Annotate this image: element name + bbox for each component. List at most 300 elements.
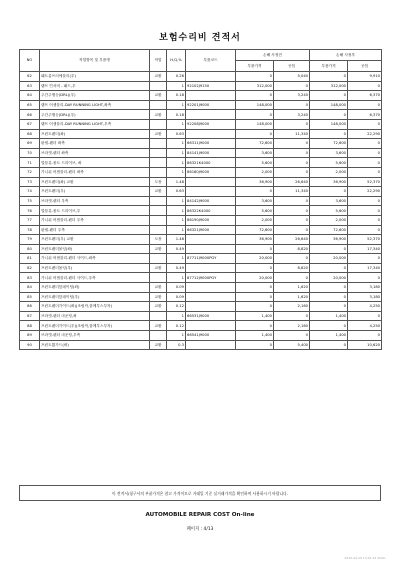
cell-no: 66 [20,110,40,120]
cell-part-before: 5,600 [236,158,274,168]
col-hq-header: H,Q,% [167,50,186,72]
cell-work: 교환 [150,91,167,101]
cell-code [186,321,236,331]
table-row [20,283,382,293]
cell-work: 교환 [150,321,167,331]
cell-item: 가니쉬 어셈블리-펜더 사이드,우측 [40,273,150,283]
cell-no: 73 [20,177,40,187]
cell-part-after: 0 [310,340,348,350]
cell-no: 65 [20,100,40,110]
cell-no: 64 [20,91,40,101]
table-row [20,158,382,168]
cell-hq: 1 [167,225,186,235]
cell-labor-after: 0 [348,196,382,206]
cell-work [150,215,167,225]
cell-labor-before: 0 [274,331,310,341]
cell-labor-before: 3,240 [274,110,310,120]
cell-part-before: 2,000 [236,215,274,225]
table-row [20,235,382,245]
cell-no: 68 [20,129,40,139]
cell-code [186,263,236,273]
cell-labor-after: 0 [348,81,382,91]
cell-work: 교환 [150,72,167,82]
cell-hq: 0.18 [167,91,186,101]
cell-no: 74 [20,187,40,197]
cell-hq: 0.12 [167,321,186,331]
cell-hq: 1 [167,148,186,158]
cell-labor-before: 2,160 [274,302,310,312]
cell-hq: 0.09 [167,292,186,302]
cell-labor-before: 8,820 [274,263,310,273]
cell-labor-after: 6,370 [348,91,382,101]
cell-code: 66531J9000 [186,311,236,321]
cell-no: 79 [20,235,40,245]
cell-part-after: 36,900 [310,177,348,187]
cell-no: 89 [20,331,40,341]
cell-work: 교환 [150,283,167,293]
table-row [20,206,382,216]
cell-labor-after: 0 [348,273,382,283]
table-header-row-1 [20,50,382,61]
cell-no: 78 [20,225,40,235]
cell-no: 83 [20,273,40,283]
table-row [20,72,382,82]
cell-code [186,72,236,82]
cell-part-after: 148,000 [310,119,348,129]
col-code-header: 부품코드 [186,50,236,72]
cell-hq: 1.48 [167,177,186,187]
cell-part-after: 72,600 [310,225,348,235]
cell-work [150,148,167,158]
cell-part-before: 72,600 [236,225,274,235]
cell-work: 교환 [150,302,167,312]
cell-work: 도장 [150,177,167,187]
table-row [20,225,382,235]
cell-hq: 0.3 [167,340,186,350]
cell-no: 85 [20,292,40,302]
cell-labor-before: 8,820 [274,244,310,254]
cell-labor-after: 22,290 [348,187,382,197]
cell-work [150,158,167,168]
cell-work [150,100,167,110]
cell-code: 84141J9000 [186,148,236,158]
cell-hq: 1 [167,167,186,177]
table-row [20,340,382,350]
cell-work: 교환 [150,292,167,302]
table-row [20,263,382,273]
cell-labor-after: 0 [348,206,382,216]
cell-part-before: 2,000 [236,167,274,177]
cell-item: 판넬-펜더 좌측 [40,139,150,149]
cell-labor-after: 0 [348,225,382,235]
cell-item: 가니쉬 어셈블리-펜더 사이드,좌측 [40,254,150,264]
cell-hq: 1 [167,311,186,321]
cell-labor-before: 0 [274,148,310,158]
cell-part-after: 5,600 [310,158,348,168]
cell-code [186,244,236,254]
page-indicator: 페이지 : 4/13 [186,527,214,532]
cell-part-before: 5,600 [236,206,274,216]
cell-code: 86321K4000 [186,158,236,168]
cell-code: 92102J9150 [186,81,236,91]
table-row [20,91,382,101]
cell-labor-before: 0 [274,81,310,91]
before-part-price-header: 부품가격 [236,61,274,72]
cell-no: 76 [20,206,40,216]
cell-labor-after: 0 [348,119,382,129]
cell-hq: 1 [167,273,186,283]
cell-code: 86180J9000 [186,167,236,177]
cell-no: 71 [20,158,40,168]
table-row [20,331,382,341]
cell-part-after: 20,000 [310,273,348,283]
cell-item: 프런트펜더앞데이팅(좌) [40,283,150,293]
col-item-header: 작업항목 및 부품명 [40,50,150,72]
cell-part-before: 0 [236,110,274,120]
cell-part-after: 5,600 [310,206,348,216]
table-row [20,100,382,110]
cell-item: 램프 어셈블리-DAY RUNNING LIGHT,좌측 [40,100,150,110]
cell-part-before: 0 [236,283,274,293]
table-row [20,177,382,187]
cell-work [150,196,167,206]
cell-hq: 1 [167,139,186,149]
cell-code [186,292,236,302]
cell-labor-after: 0 [348,215,382,225]
col-no-header: NO [20,50,40,72]
cell-part-before: 0 [236,302,274,312]
cell-part-before: 148,000 [236,119,274,129]
cell-item: 멀블류-볼트 드리이브,우 [40,206,150,216]
cell-part-after: 0 [310,129,348,139]
cell-code [186,235,236,245]
cell-work: 교환 [150,187,167,197]
cell-part-before: 20,000 [236,273,274,283]
cell-no: 84 [20,283,40,293]
cell-labor-after: 0 [348,167,382,177]
cell-part-before: 20,000 [236,254,274,264]
cell-work [150,119,167,129]
cell-part-after: 72,600 [310,139,348,149]
cell-work: 도장 [150,235,167,245]
cell-part-before: 0 [236,91,274,101]
cell-part-after: 0 [310,110,348,120]
cell-part-after: 0 [310,72,348,82]
cell-part-after: 0 [310,187,348,197]
cell-part-after: 3,600 [310,196,348,206]
cell-labor-before: 0 [274,254,310,264]
cell-no: 88 [20,321,40,331]
cell-labor-before: 0 [274,273,310,283]
cell-code [186,340,236,350]
cell-part-after: 0 [310,283,348,293]
cell-hq: 1 [167,119,186,129]
cell-labor-after: 0 [348,311,382,321]
cell-labor-before: 0 [274,139,310,149]
cell-item: 가니쉬 어셈블리-펜더 우측 [40,215,150,225]
cell-code: 66311J9000 [186,139,236,149]
cell-hq: 0.12 [167,302,186,312]
cell-work [150,273,167,283]
cell-item: 램프 어셈블리-DAY RUNNING LIGHT,우측 [40,119,150,129]
cell-labor-after: 4,250 [348,302,382,312]
cell-part-before: 148,000 [236,100,274,110]
estimate-table [19,49,382,350]
cell-hq: 0.09 [167,283,186,293]
cell-work: 교환 [150,340,167,350]
cell-part-before: 3,600 [236,196,274,206]
cell-part-before: 0 [236,129,274,139]
cell-part-before: 0 [236,292,274,302]
cell-code [186,177,236,187]
cell-labor-after: 0 [348,139,382,149]
cell-labor-before: 0 [274,206,310,216]
cell-part-after: 1,400 [310,311,348,321]
cell-labor-before: 0 [274,311,310,321]
cell-code: 92201J9000 [186,100,236,110]
before-assessment-header: 손해 사정전 [236,50,310,61]
cell-labor-after: 0 [348,100,382,110]
cell-item: 램프 인서비 - 패드,우 [40,81,150,91]
cell-code: 84142J9000 [186,196,236,206]
cell-part-before: 0 [236,187,274,197]
cell-item: 프런트펜더(좌) [40,129,150,139]
table-row [20,139,382,149]
table-row [20,302,382,312]
cell-part-after: 36,900 [310,235,348,245]
cell-hq: 1 [167,196,186,206]
cell-part-after: 0 [310,263,348,273]
cell-work [150,225,167,235]
cell-item: 브라켓-펜더 좌측 [40,148,150,158]
cell-hq: 1 [167,254,186,264]
cell-work [150,254,167,264]
cell-hq: 1 [167,206,186,216]
cell-item: 프런트펜더가이드(좌)(조립작,함께부스부착) [40,302,150,312]
cell-item: 프런트펜더몰딩(우) [40,263,150,273]
cell-hq: 0.63 [167,187,186,197]
cell-labor-before: 11,340 [274,129,310,139]
cell-part-after: 1,400 [310,331,348,341]
cell-labor-before: 0 [274,100,310,110]
cell-item: 프런트펜더앞데이팅(우) [40,292,150,302]
table-row [20,110,382,120]
cell-work [150,311,167,321]
cell-code: 66321J9000 [186,225,236,235]
cell-item: 프런트펜더(좌) 교환 [40,177,150,187]
table-row [20,167,382,177]
cell-code: 86322K4000 [186,206,236,216]
cell-part-before: 0 [236,321,274,331]
cell-labor-before: 0 [274,158,310,168]
cell-hq: 1 [167,81,186,91]
cell-labor-before: 5,400 [274,340,310,350]
table-row [20,81,382,91]
cell-no: 81 [20,254,40,264]
cell-work: 교환 [150,110,167,120]
cell-work [150,139,167,149]
cell-item: 브라켓-펜더 우측 [40,196,150,206]
cell-labor-before: 1,620 [274,292,310,302]
cell-hq: 0.26 [167,72,186,82]
cell-part-before: 0 [236,340,274,350]
cell-labor-after: 17,340 [348,263,382,273]
cell-code: 66541J9000 [186,331,236,341]
col-work-header: 작업 [150,50,167,72]
cell-part-after: 0 [310,321,348,331]
cell-work: 교환 [150,263,167,273]
table-row [20,119,382,129]
cell-labor-after: 10,620 [348,340,382,350]
cell-no: 72 [20,167,40,177]
cell-no: 80 [20,244,40,254]
cell-hq: 0.63 [167,129,186,139]
cell-labor-after: 0 [348,148,382,158]
cell-no: 69 [20,139,40,149]
cell-item: 브라켓-펜더 마운팅,우측 [40,331,150,341]
cell-no: 67 [20,119,40,129]
cell-item: 프런트펜더(우) 교환 [40,235,150,245]
cell-labor-after: 4,250 [348,321,382,331]
cell-part-after: 2,000 [310,167,348,177]
price-notice: 이 견적서/청구서의 부품가격은 참고 가격이므로 거래일 기준 실거래가격을 확인하여 사용하시기 바랍니다. [19,485,381,501]
cell-hq: 1 [167,215,186,225]
cell-part-before: 312,000 [236,81,274,91]
cell-part-after: 20,000 [310,254,348,264]
cell-no: 86 [20,302,40,312]
table-row [20,244,382,254]
cell-code: 92208J9000 [186,119,236,129]
cell-code: 86190J9000 [186,215,236,225]
cell-part-after: 0 [310,292,348,302]
cell-no: 63 [20,81,40,91]
cell-code [186,129,236,139]
after-labor-header: 공임 [348,61,382,72]
cell-part-before: 0 [236,263,274,273]
cell-no: 70 [20,148,40,158]
cell-labor-before: 11,340 [274,187,310,197]
cell-hq: 1 [167,331,186,341]
document-title: 보험수리비 견적서 [159,33,241,43]
cell-item: 프런트펜더가이드(우)(조립작,함께부스부착) [40,321,150,331]
cell-labor-after: 22,290 [348,129,382,139]
cell-part-before: 1,400 [236,331,274,341]
cell-work [150,81,167,91]
after-assessment-header: 손해 사정후 [310,50,382,61]
cell-part-before: 36,900 [236,177,274,187]
cell-part-after: 3,600 [310,148,348,158]
cell-hq: 0.49 [167,263,186,273]
cell-item: 주간주행등(DRL)(우) [40,110,150,120]
cell-part-after: 0 [310,244,348,254]
table-row [20,254,382,264]
table-row [20,187,382,197]
cell-hq: 0.49 [167,244,186,254]
table-row [20,196,382,206]
cell-part-after: 148,000 [310,100,348,110]
cell-code [186,302,236,312]
cell-no: 90 [20,340,40,350]
table-body [20,72,382,350]
cell-labor-after: 0 [348,254,382,264]
table-row [20,215,382,225]
cell-work [150,167,167,177]
cell-part-before: 72,600 [236,139,274,149]
table-row [20,321,382,331]
cell-no: 82 [20,263,40,273]
cell-item: 가니쉬 어셈블리-펜더 좌측 [40,167,150,177]
cell-item: 멀블류-볼트 드리이브, 좌 [40,158,150,168]
cell-labor-before: 26,640 [274,177,310,187]
after-part-price-header: 부품가격 [310,61,348,72]
cell-hq: 0.18 [167,110,186,120]
print-stamp: 2020-04-29 13:02 43 0000- [344,556,386,560]
cell-part-before: 36,900 [236,235,274,245]
cell-labor-after: 6,370 [348,110,382,120]
cell-item: 프런트휠가드(좌) [40,340,150,350]
cell-part-after: 0 [310,302,348,312]
cell-part-after: 312,000 [310,81,348,91]
table-row [20,273,382,283]
cell-part-before: 0 [236,244,274,254]
cell-part-before: 1,400 [236,311,274,321]
cell-work [150,331,167,341]
cell-labor-after: 0 [348,158,382,168]
cell-labor-before: 5,040 [274,72,310,82]
cell-item: 프런트펜더몰딩(좌) [40,244,150,254]
table-row [20,129,382,139]
table-row [20,311,382,321]
cell-code [186,110,236,120]
cell-hq: 1 [167,100,186,110]
cell-item: 브라켓-펜더 마운팅,좌 [40,311,150,321]
cell-labor-after: 9,910 [348,72,382,82]
cell-code [186,187,236,197]
cell-item: 주간주행등(DRL)(우) [40,91,150,101]
cell-work: 교환 [150,129,167,139]
cell-labor-before: 0 [274,215,310,225]
footer-title: AUTOMOBILE REPAIR COST On-line [145,512,255,518]
cell-code [186,91,236,101]
cell-labor-after: 52,370 [348,235,382,245]
cell-labor-before: 0 [274,196,310,206]
cell-labor-before: 0 [274,119,310,129]
cell-labor-before: 0 [274,225,310,235]
cell-part-after: 2,000 [310,215,348,225]
cell-part-before: 3,600 [236,148,274,158]
cell-labor-after: 0 [348,331,382,341]
cell-no: 75 [20,196,40,206]
cell-labor-before: 3,240 [274,91,310,101]
cell-labor-after: 17,340 [348,244,382,254]
cell-code: 87712J9000PGY [186,273,236,283]
cell-labor-before: 1,620 [274,283,310,293]
cell-labor-before: 2,160 [274,321,310,331]
cell-no: 87 [20,311,40,321]
cell-part-after: 0 [310,91,348,101]
table-row [20,292,382,302]
cell-labor-before: 26,640 [274,235,310,245]
cell-labor-after: 3,180 [348,292,382,302]
cell-hq: 1 [167,158,186,168]
cell-work: 교환 [150,244,167,254]
cell-no: 62 [20,72,40,82]
cell-labor-after: 52,370 [348,177,382,187]
cell-hq: 1.48 [167,235,186,245]
cell-item: 프런트펜더(우) [40,187,150,197]
cell-work [150,206,167,216]
before-labor-header: 공임 [274,61,310,72]
